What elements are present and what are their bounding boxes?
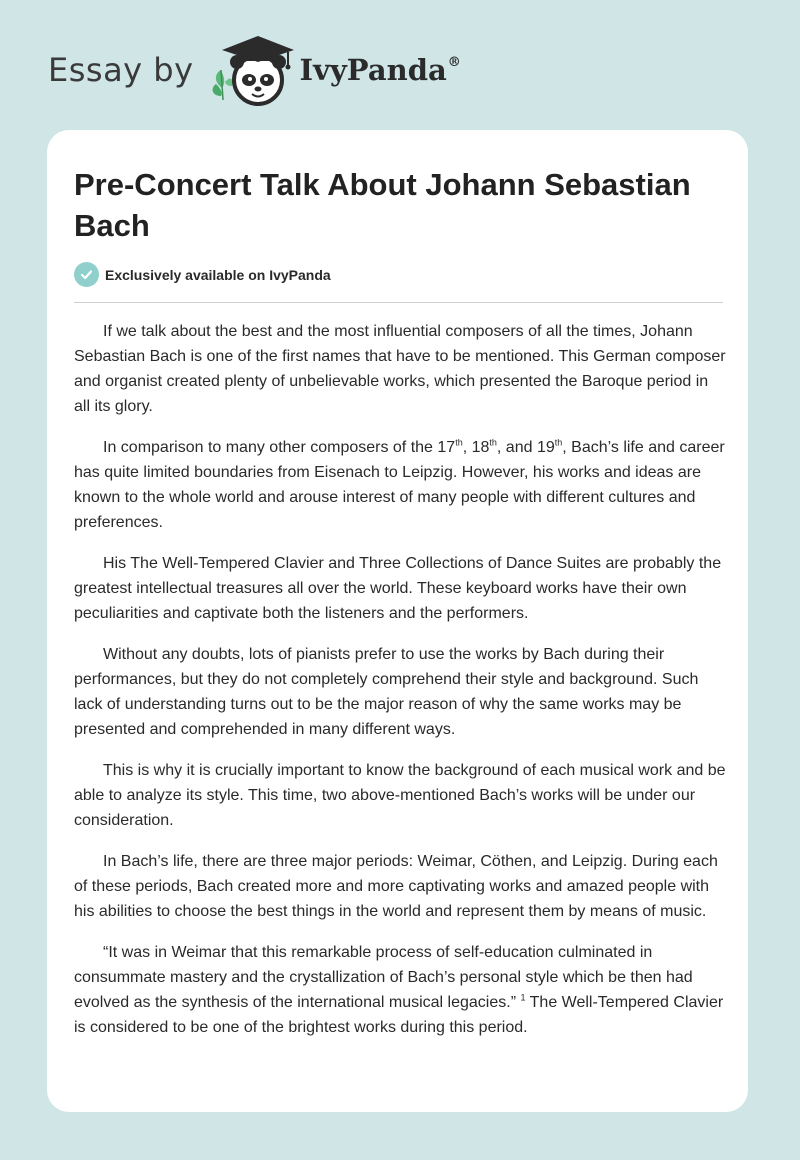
essay-card <box>47 130 748 1112</box>
paragraph-text: His The Well-Tempered Clavier and Three Collections of Dance Suites are probably the greatest intellectual treasures all over the world. These keyboard works have their own peculiarities and captivate both the listeners and the performers. <box>74 555 722 622</box>
registered-mark: ® <box>447 55 461 70</box>
essay-paragraph <box>74 551 726 626</box>
paragraph-text: If we talk about the best and the most influential composers of all the times, Johann Sebastian Bach is one of the first names that have to be mentioned. This German composer and organist created plenty of unbelievable works, which presented the Baroque period in all its glory. <box>74 323 726 415</box>
site-header <box>48 30 461 110</box>
essay-paragraph <box>74 435 726 535</box>
superscript: th <box>455 437 463 448</box>
essay-paragraph <box>74 758 726 833</box>
divider <box>74 302 723 303</box>
badge-label: Exclusively available on IvyPanda <box>105 266 331 283</box>
superscript: th <box>554 437 563 448</box>
essay-title: Pre-Concert Talk About Johann Sebastian Bach <box>74 167 691 243</box>
essay-paragraph <box>74 642 726 742</box>
exclusive-badge <box>74 262 331 287</box>
paragraph-text: , and 19 <box>496 439 555 456</box>
paragraph-text: “It was in Weimar that this remarkable process of self-education culminated in consummate mastery and the crystallization of Bach’s personal style which be then had evolved as the synthesis of the international musical legacies.” <box>74 944 693 1011</box>
check-circle-icon <box>74 262 99 287</box>
paragraph-text: In comparison to many other composers of the 17 <box>103 439 456 456</box>
brand-name-text: IvyPanda <box>299 53 447 87</box>
superscript: th <box>489 437 497 448</box>
brand-prefix: Essay by <box>48 51 194 89</box>
superscript: 1 <box>520 992 526 1003</box>
paragraph-text: , Bach’s life and career has quite limited boundaries from Eisenach to Leipzig. However, his works and ideas are known to the whole world and arouse interest of many people with different cultures and preferences. <box>74 439 725 531</box>
paragraph-text: Without any doubts, lots of pianists prefer to use the works by Bach during their performances, but they do not completely comprehend their style and background. Such lack of understanding turns out to be the major reason of why the same works may be presented and comprehended in many different ways. <box>74 646 699 738</box>
essay-body <box>74 319 726 1056</box>
brand-name[interactable] <box>300 53 461 87</box>
essay-paragraph <box>74 849 726 924</box>
essay-paragraph <box>74 319 726 419</box>
leaf-icon <box>212 70 232 100</box>
paragraph-text: In Bach’s life, there are three major periods: Weimar, Cöthen, and Leipzig. During each of these periods, Bach created more and more captivating works and amazed people with his abilities to choose the best things in the world and represent them by means of music. <box>74 853 718 920</box>
paragraph-text: This is why it is crucially important to know the background of each musical work and be able to analyze its style. This time, two above-mentioned Bach’s works will be under our consideration. <box>74 762 726 829</box>
essay-paragraph <box>74 940 726 1040</box>
panda-graduate-icon[interactable] <box>208 30 300 110</box>
check-icon <box>80 268 93 281</box>
paragraph-text: , 18 <box>462 439 490 456</box>
paragraph-text: The Well-Tempered Clavier is considered to be one of the brightest works during this period. <box>74 994 724 1036</box>
